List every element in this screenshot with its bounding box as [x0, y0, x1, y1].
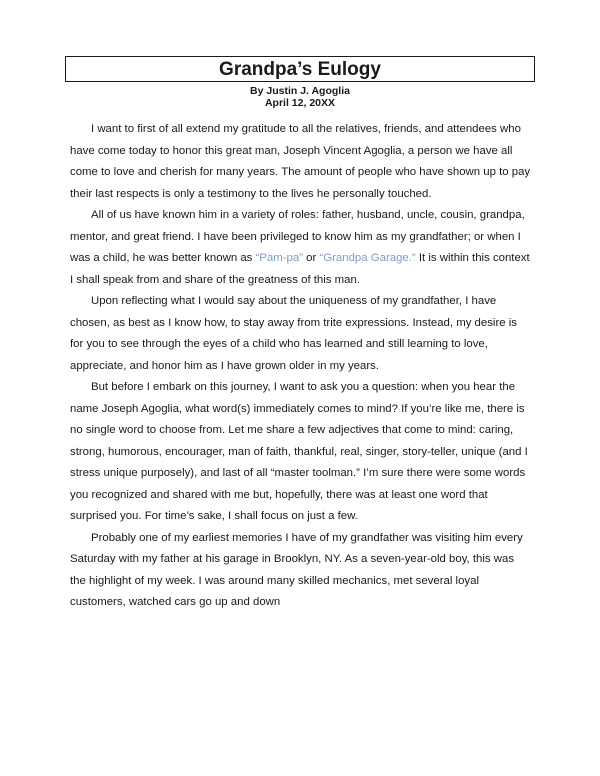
nickname-pam-pa: “Pam-pa”: [255, 252, 303, 264]
paragraph-4: But before I embark on this journey, I want to ask you a question: when you hear the name Joseph Agoglia, what word(s) immediately comes to mind? If you’re like me, there is no single word to choose from. Let me share a few adjectives that come to mind: caring, strong, humorous, encourager, man of faith, thankful, real, singer, story-teller, unique (and I stress unique purposely), and last of all “master toolman.” I’m sure there were some words you recognized and shared with me but, hopefully, there was at least one word that surprised you. For time’s sake, I shall focus on just a few.: [70, 381, 528, 522]
paragraph-2-conjunction: or: [303, 252, 320, 264]
author-line: By Justin J. Agoglia: [250, 85, 350, 97]
paragraph-2-text-end: It is within this context I shall speak from and share of the greatness of this man.: [70, 252, 530, 286]
nickname-grandpa-garage: “Grandpa Garage.”: [319, 252, 416, 264]
paragraph-2-text-start: All of us have known him in a variety of roles: father, husband, uncle, cousin, grandpa, mentor, and great friend. I have been privileged to know him as my grandfather; or when I was a child, he was better known as: [70, 209, 525, 264]
date-line: April 12, 20XX: [264, 97, 336, 109]
eulogy-body: [70, 119, 532, 614]
paragraph-1: I want to first of all extend my gratitude to all the relatives, friends, and attendees who have come today to honor this great man, Joseph Vincent Agoglia, a person we have all come to love and cherish for many years. The amount of people who have shown up to pay their last respects is only a testimony to the lives he personally touched.: [70, 123, 531, 200]
paragraph-3: Upon reflecting what I would say about the uniqueness of my grandfather, I have chosen, as best as I know how, to stay away from trite expressions. Instead, my desire is for you to see through the eyes of a child who has learned and still learning to love, appreciate, and honor him as I have grown older in my years.: [70, 295, 517, 372]
title-box: [65, 56, 535, 82]
document-title: Grandpa’s Eulogy: [219, 58, 381, 80]
paragraph-5: Probably one of my earliest memories I have of my grandfather was visiting him every Saturday with my father at his garage in Brooklyn, NY. As a seven-year-old boy, this was the highlight of my week. I was around many skilled mechanics, met several loyal customers, watched cars go up and down: [70, 531, 523, 608]
paragraph-2: [70, 205, 532, 291]
